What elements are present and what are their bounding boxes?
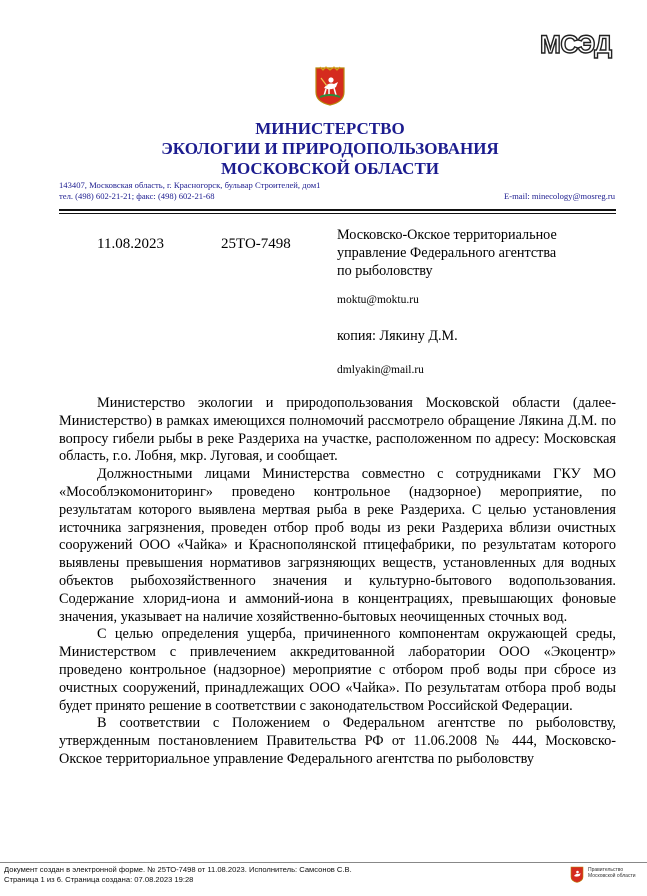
- letter-body: [59, 395, 616, 769]
- body-paragraph-3: С целью определения ущерба, причиненного компонентам окружающей среды, Министерством с привлечением аккредитованной лаборатории ООО «Экоцентр» проведено контрольное (надзорное) мероприятие с отбором проб воды при сбросе из очистных сооружений, принадлежащих ООО «Чайка». По результатам отбора проб воды будет принято решение в соответствии с законодательством Российской Федерации.: [59, 626, 616, 714]
- recipient-email: moktu@moktu.ru: [337, 294, 419, 306]
- body-paragraph-4: В соответствии с Положением о Федеральном агентстве по рыболовству, утвержденным постановлением Правительства РФ от 11.06.2008 № 444, Московско-Окское территориальное управление Федерального агентства по рыболовству: [59, 715, 616, 767]
- document-footer: [4, 865, 564, 884]
- ministry-line-1: МИНИСТЕРСТВО: [255, 119, 405, 138]
- phone-line: тел. (498) 602-21-21; факс: (498) 602-21-68: [59, 191, 215, 201]
- letterhead-address: [59, 180, 615, 202]
- copy-recipient-email: dmlyakin@mail.ru: [337, 364, 424, 376]
- recipient-block: [337, 226, 607, 280]
- letterhead-rule-thin: [59, 213, 616, 214]
- logo-text-line-1: Правительство: [588, 867, 624, 873]
- body-paragraph-1: Министерство экологии и природопользования Московской области (далее-Министерство) в рамках имеющихся полномочий рассмотрело обращение Лякина Д.М. по вопросу гибели рыбы в реке Раздериха на участке, расположенном по адресу: Московская область, г.о. Лобня, мкр. Луговая, и сообщает.: [59, 395, 616, 465]
- ministry-line-2: ЭКОЛОГИИ И ПРИРОДОПОЛЬЗОВАНИЯ: [161, 139, 499, 158]
- ministry-line-3: МОСКОВСКОЙ ОБЛАСТИ: [220, 159, 440, 178]
- logo-text-line-2: Московской области: [588, 873, 636, 879]
- letterhead-rule-thick: [59, 209, 616, 211]
- recipient-line-1: Московско-Окское территориальное: [337, 227, 557, 243]
- footer-divider: [0, 862, 647, 863]
- letter-date: 11.08.2023: [97, 236, 164, 252]
- copy-recipient: копия: Лякину Д.М.: [337, 328, 458, 344]
- moscow-oblast-coat-of-arms-icon: [314, 66, 346, 106]
- address-line: 143407, Московская область, г. Красногорск, бульвар Строителей, дом1: [59, 180, 321, 190]
- ministry-email: E-mail: minecology@mosreg.ru: [503, 191, 615, 201]
- msed-stamp: МСЭД: [540, 31, 612, 59]
- footer-line-2: Страница 1 из 6. Страница создана: 07.08.2023 19:28: [4, 874, 194, 884]
- body-paragraph-2: Должностными лицами Министерства совместно с сотрудниками ГКУ МО «Мособлэкомониторинг» проведено контрольное (надзорное) мероприятие, по результатам которого выявлена мертвая рыба в реке Раздериха. С целью установления источника загрязнения, проведен отбор проб воды из реки Раздериха вблизи очистных сооружений ООО «Чайка» и Краснополянской птицефабрики, по результатам которого выявлены превышения нормативов загрязняющих веществ, установленных для водных объектов рыбохозяйственного значения и культурно-бытового водопользования. Содержание хлорид-иона и аммоний-иона в концентрациях, превышающих фоновые значения, указывает на наличие хозяйственно-бытовых неочищенных сточных вод.: [59, 466, 616, 625]
- recipient-line-3: по рыболовству: [337, 263, 433, 279]
- government-logo-icon: [570, 866, 584, 883]
- letter-number: 25ТО-7498: [221, 236, 291, 252]
- ministry-title: [0, 119, 647, 179]
- footer-line-1: Документ создан в электронной форме. № 25ТО-7498 от 11.08.2023. Исполнитель: Самсонов С.В.: [4, 865, 352, 874]
- recipient-line-2: управление Федерального агентства: [337, 245, 557, 261]
- government-logo-text: [588, 867, 636, 879]
